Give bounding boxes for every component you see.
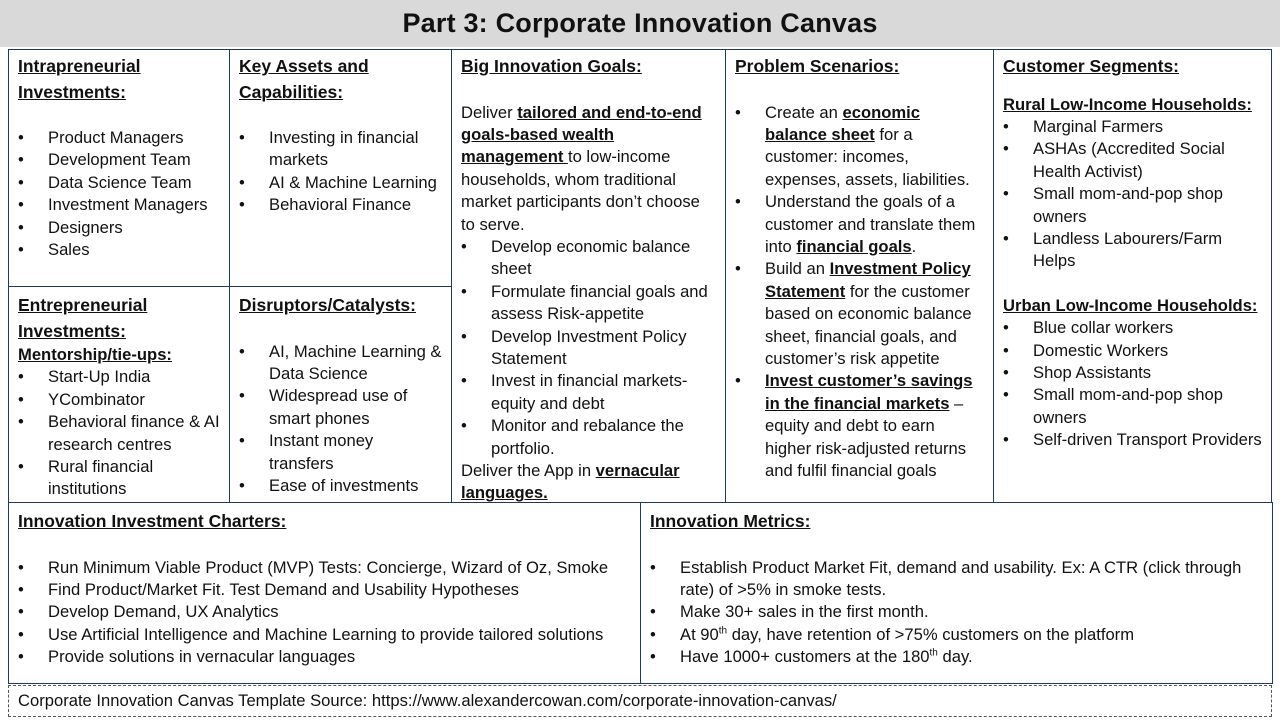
mentorship-subheading: Mentorship/tie-ups: <box>18 345 172 364</box>
big-goals-list <box>461 236 716 460</box>
problem-scenarios-panel <box>725 49 994 503</box>
list-item: • Shop Assistants <box>1003 362 1262 384</box>
list-item: • ASHAs (Accredited Social Health Activist) <box>1003 138 1262 183</box>
big-innovation-goals-panel <box>451 49 726 503</box>
investment-charters-panel <box>8 502 641 684</box>
list-item: • Sales <box>18 239 220 261</box>
problem-scenarios-heading: Problem Scenarios: <box>735 56 900 76</box>
list-item: • Build an Investment Policy Statement for the customer based on economic balance sheet, financial goals, and customer’s risk appetite <box>735 258 984 370</box>
list-item: • YCombinator <box>18 389 220 411</box>
charters-list <box>18 557 631 669</box>
entrepreneurial-investments-panel <box>8 286 230 503</box>
list-item: • Ease of investments <box>239 475 442 497</box>
list-item: • Start-Up India <box>18 366 220 388</box>
list-item: • Instant money transfers <box>239 430 442 475</box>
list-item: • Data Science Team <box>18 172 220 194</box>
key-assets-list <box>239 127 442 217</box>
list-item: • Small mom-and-pop shop owners <box>1003 384 1262 429</box>
list-item: • Provide solutions in vernacular languages <box>18 646 631 668</box>
entrepreneurial-heading: Entrepreneurial Investments: <box>18 295 148 341</box>
big-goals-outro: Deliver the App in vernacular languages. <box>461 461 680 503</box>
innovation-metrics-panel <box>640 502 1273 684</box>
disruptors-list <box>239 341 442 498</box>
list-item: • Invest in financial markets- equity and debt <box>461 370 716 415</box>
list-item: • Develop Demand, UX Analytics <box>18 601 631 623</box>
list-item: • Rural financial institutions <box>18 456 220 501</box>
list-item: • Marginal Farmers <box>1003 116 1262 138</box>
list-item: • Behavioral Finance <box>239 194 442 216</box>
list-item: • Create an economic balance sheet for a customer: incomes, expenses, assets, liabilities. <box>735 102 984 192</box>
urban-households-heading: Urban Low-Income Households: <box>1003 295 1258 315</box>
page-title: Part 3: Corporate Innovation Canvas <box>0 0 1280 47</box>
list-item: • Landless Labourers/Farm Helps <box>1003 228 1262 273</box>
metrics-heading: Innovation Metrics: <box>650 511 811 531</box>
list-item: • AI, Machine Learning & Data Science <box>239 341 442 386</box>
list-item: • Development Team <box>18 149 220 171</box>
charters-heading: Innovation Investment Charters: <box>18 511 287 531</box>
list-item: • AI & Machine Learning <box>239 172 442 194</box>
list-item: • At 90th day, have retention of >75% customers on the platform <box>650 624 1263 646</box>
big-goals-heading: Big Innovation Goals: <box>461 56 642 76</box>
metrics-list <box>650 557 1263 669</box>
list-item: • Establish Product Market Fit, demand and usability. Ex: A CTR (click through rate) of >5% in smoke tests. <box>650 557 1263 602</box>
big-goals-intro: Deliver tailored and end-to-end goals-based wealth management to low-income households, whom traditional market participants don’t choose to serve. <box>461 102 702 234</box>
list-item: • Investment Managers <box>18 194 220 216</box>
rural-households-list <box>1003 116 1262 273</box>
list-item: • Domestic Workers <box>1003 340 1262 362</box>
intrapreneurial-heading: Intrapreneurial Investments: <box>18 56 141 102</box>
list-item: • Use Artificial Intelligence and Machine Learning to provide tailored solutions <box>18 624 631 646</box>
rural-households-heading: Rural Low-Income Households: <box>1003 94 1252 114</box>
list-item: • Develop Investment Policy Statement <box>461 326 716 371</box>
list-item: • Product Managers <box>18 127 220 149</box>
disruptors-panel <box>229 286 452 503</box>
list-item: • Run Minimum Viable Product (MVP) Tests: Concierge, Wizard of Oz, Smoke <box>18 557 631 579</box>
list-item: • Widespread use of smart phones <box>239 385 442 430</box>
list-item: • Make 30+ sales in the first month. <box>650 601 1263 623</box>
intrapreneurial-investments-panel <box>8 49 230 287</box>
entrepreneurial-list <box>18 366 220 500</box>
template-source-footer: Corporate Innovation Canvas Template Source: https://www.alexandercowan.com/corporate-innovation-canvas/ <box>8 685 1272 717</box>
key-assets-heading: Key Assets and Capabilities: <box>239 56 369 102</box>
problem-scenarios-list <box>735 102 984 483</box>
customer-segments-panel <box>993 49 1272 503</box>
list-item: • Blue collar workers <box>1003 317 1262 339</box>
list-item: • Monitor and rebalance the portfolio. <box>461 415 716 460</box>
list-item: • Investing in financial markets <box>239 127 442 172</box>
list-item: • Have 1000+ customers at the 180th day. <box>650 646 1263 668</box>
list-item: • Small mom-and-pop shop owners <box>1003 183 1262 228</box>
urban-households-list <box>1003 317 1262 451</box>
disruptors-heading: Disruptors/Catalysts: <box>239 295 416 315</box>
list-item: • Formulate financial goals and assess Risk-appetite <box>461 281 716 326</box>
key-assets-panel <box>229 49 452 287</box>
list-item: • Invest customer’s savings in the financial markets – equity and debt to earn higher risk-adjusted returns and fulfil financial goals <box>735 370 984 482</box>
intrapreneurial-list <box>18 127 220 261</box>
list-item: • Find Product/Market Fit. Test Demand and Usability Hypotheses <box>18 579 631 601</box>
list-item: • Designers <box>18 217 220 239</box>
customer-segments-heading: Customer Segments: <box>1003 56 1180 76</box>
list-item: • Behavioral finance & AI research centres <box>18 411 220 456</box>
list-item: • Develop economic balance sheet <box>461 236 716 281</box>
list-item: • Self-driven Transport Providers <box>1003 429 1262 451</box>
list-item: • Understand the goals of a customer and translate them into financial goals. <box>735 191 984 258</box>
